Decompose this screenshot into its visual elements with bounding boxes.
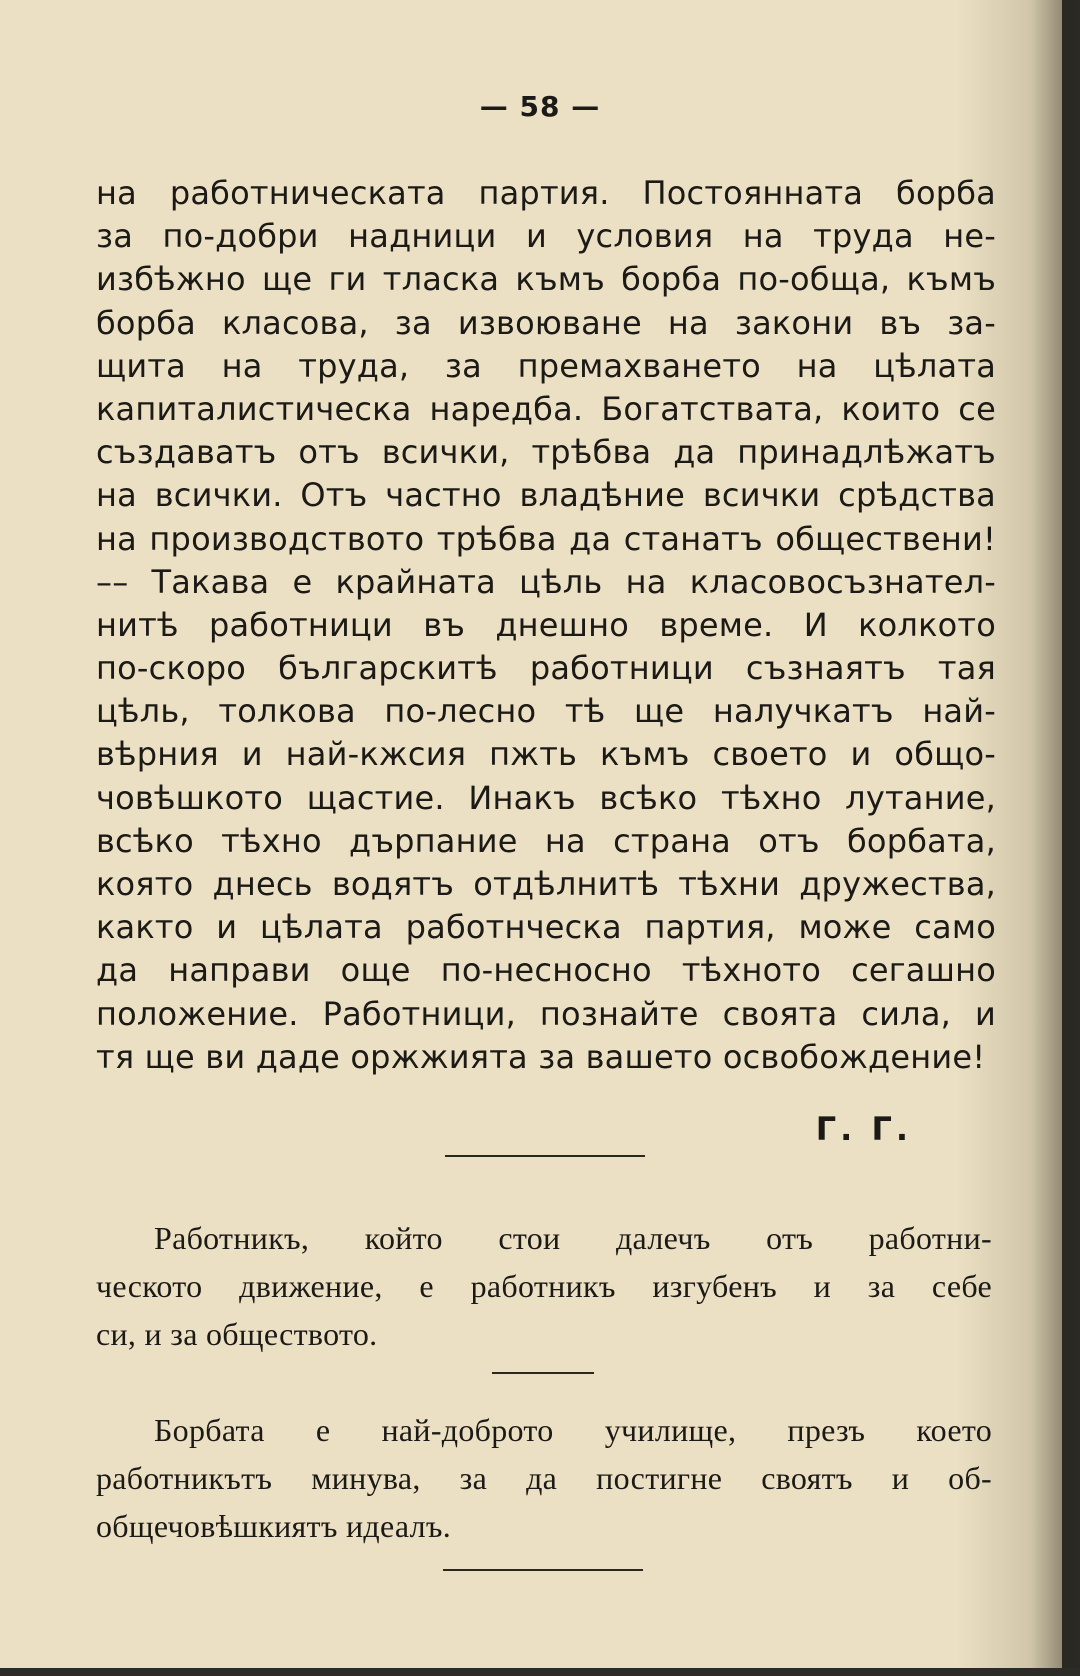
text-line: тя ще ви даде оржжията за вашето освобождение! <box>96 1037 986 1076</box>
author-signature: Г. Г. <box>815 1110 912 1148</box>
divider-rule <box>492 1372 594 1374</box>
page-bottom-shadow <box>0 1668 1080 1676</box>
text-line: на производството трѣбва да станатъ обществени! <box>96 519 996 558</box>
text-line: всѣко тѣхно дърпание на страна отъ борбата, <box>96 821 996 860</box>
text-line: за по-добри надници и условия на труда не- <box>96 217 996 256</box>
text-line: цѣль, толкова по-лесно тѣ ще налучкатъ най- <box>96 692 996 731</box>
quote-line: общечовѣшкиятъ идеалъ. <box>96 1508 452 1544</box>
text-line: човѣшкото щастие. Инакъ всѣко тѣхно лутание, <box>96 778 996 817</box>
text-line: както и цѣлата работнческа партия, може само <box>96 908 996 947</box>
text-line: капиталистическа наредба. Богатствата, които се <box>96 389 996 428</box>
text-line: нитѣ работници въ днешно време. И колкото <box>96 605 996 644</box>
text-line: –– Такава е крайната цѣль на класовосъзнател- <box>96 562 996 601</box>
divider-rule <box>443 1569 643 1571</box>
quote-line: си, и за обществото. <box>96 1316 378 1352</box>
divider-rule <box>445 1155 645 1157</box>
quote-line: ческото движение, е работникъ изгубенъ и за себе <box>96 1268 992 1304</box>
quote-line: Работникъ, който стои далечъ отъ работни- <box>154 1220 992 1256</box>
page-number: — 58 — <box>479 90 601 123</box>
text-line: борба класова, за извоюване на закони въ за- <box>96 303 996 342</box>
quote-block <box>96 1406 992 1550</box>
text-line: вѣрния и най-кжсия пжть къмъ своето и общо- <box>96 735 996 774</box>
text-line: по-скоро българскитѣ работници съзнаятъ тая <box>96 649 996 688</box>
text-line: която днесь водятъ отдѣлнитѣ тѣхни дружества, <box>96 865 996 903</box>
text-line: щита на труда, за премахването на цѣлата <box>96 346 996 385</box>
text-line: положение. Работници, познайте своята сила, и <box>96 994 996 1033</box>
text-line: да направи още по-несносно тѣхното сегашно <box>96 951 996 990</box>
article-body <box>96 172 996 1079</box>
quote-line: работникътъ минува, за да постигне своятъ и об- <box>96 1460 992 1496</box>
text-line: на работническата партия. Постоянната борба <box>96 174 996 212</box>
text-line: на всички. Отъ частно владѣние всички срѣдства <box>96 476 996 515</box>
page-edge-shadow <box>1062 0 1080 1676</box>
text-line: избѣжно ще ги тласка къмъ борба по-обща, къмъ <box>96 260 996 299</box>
text-line: създаватъ отъ всички, трѣбва да принадлѣжатъ <box>96 433 996 472</box>
quote-line: Борбата е най-доброто училище, презъ което <box>154 1412 992 1448</box>
quote-block <box>96 1214 992 1358</box>
